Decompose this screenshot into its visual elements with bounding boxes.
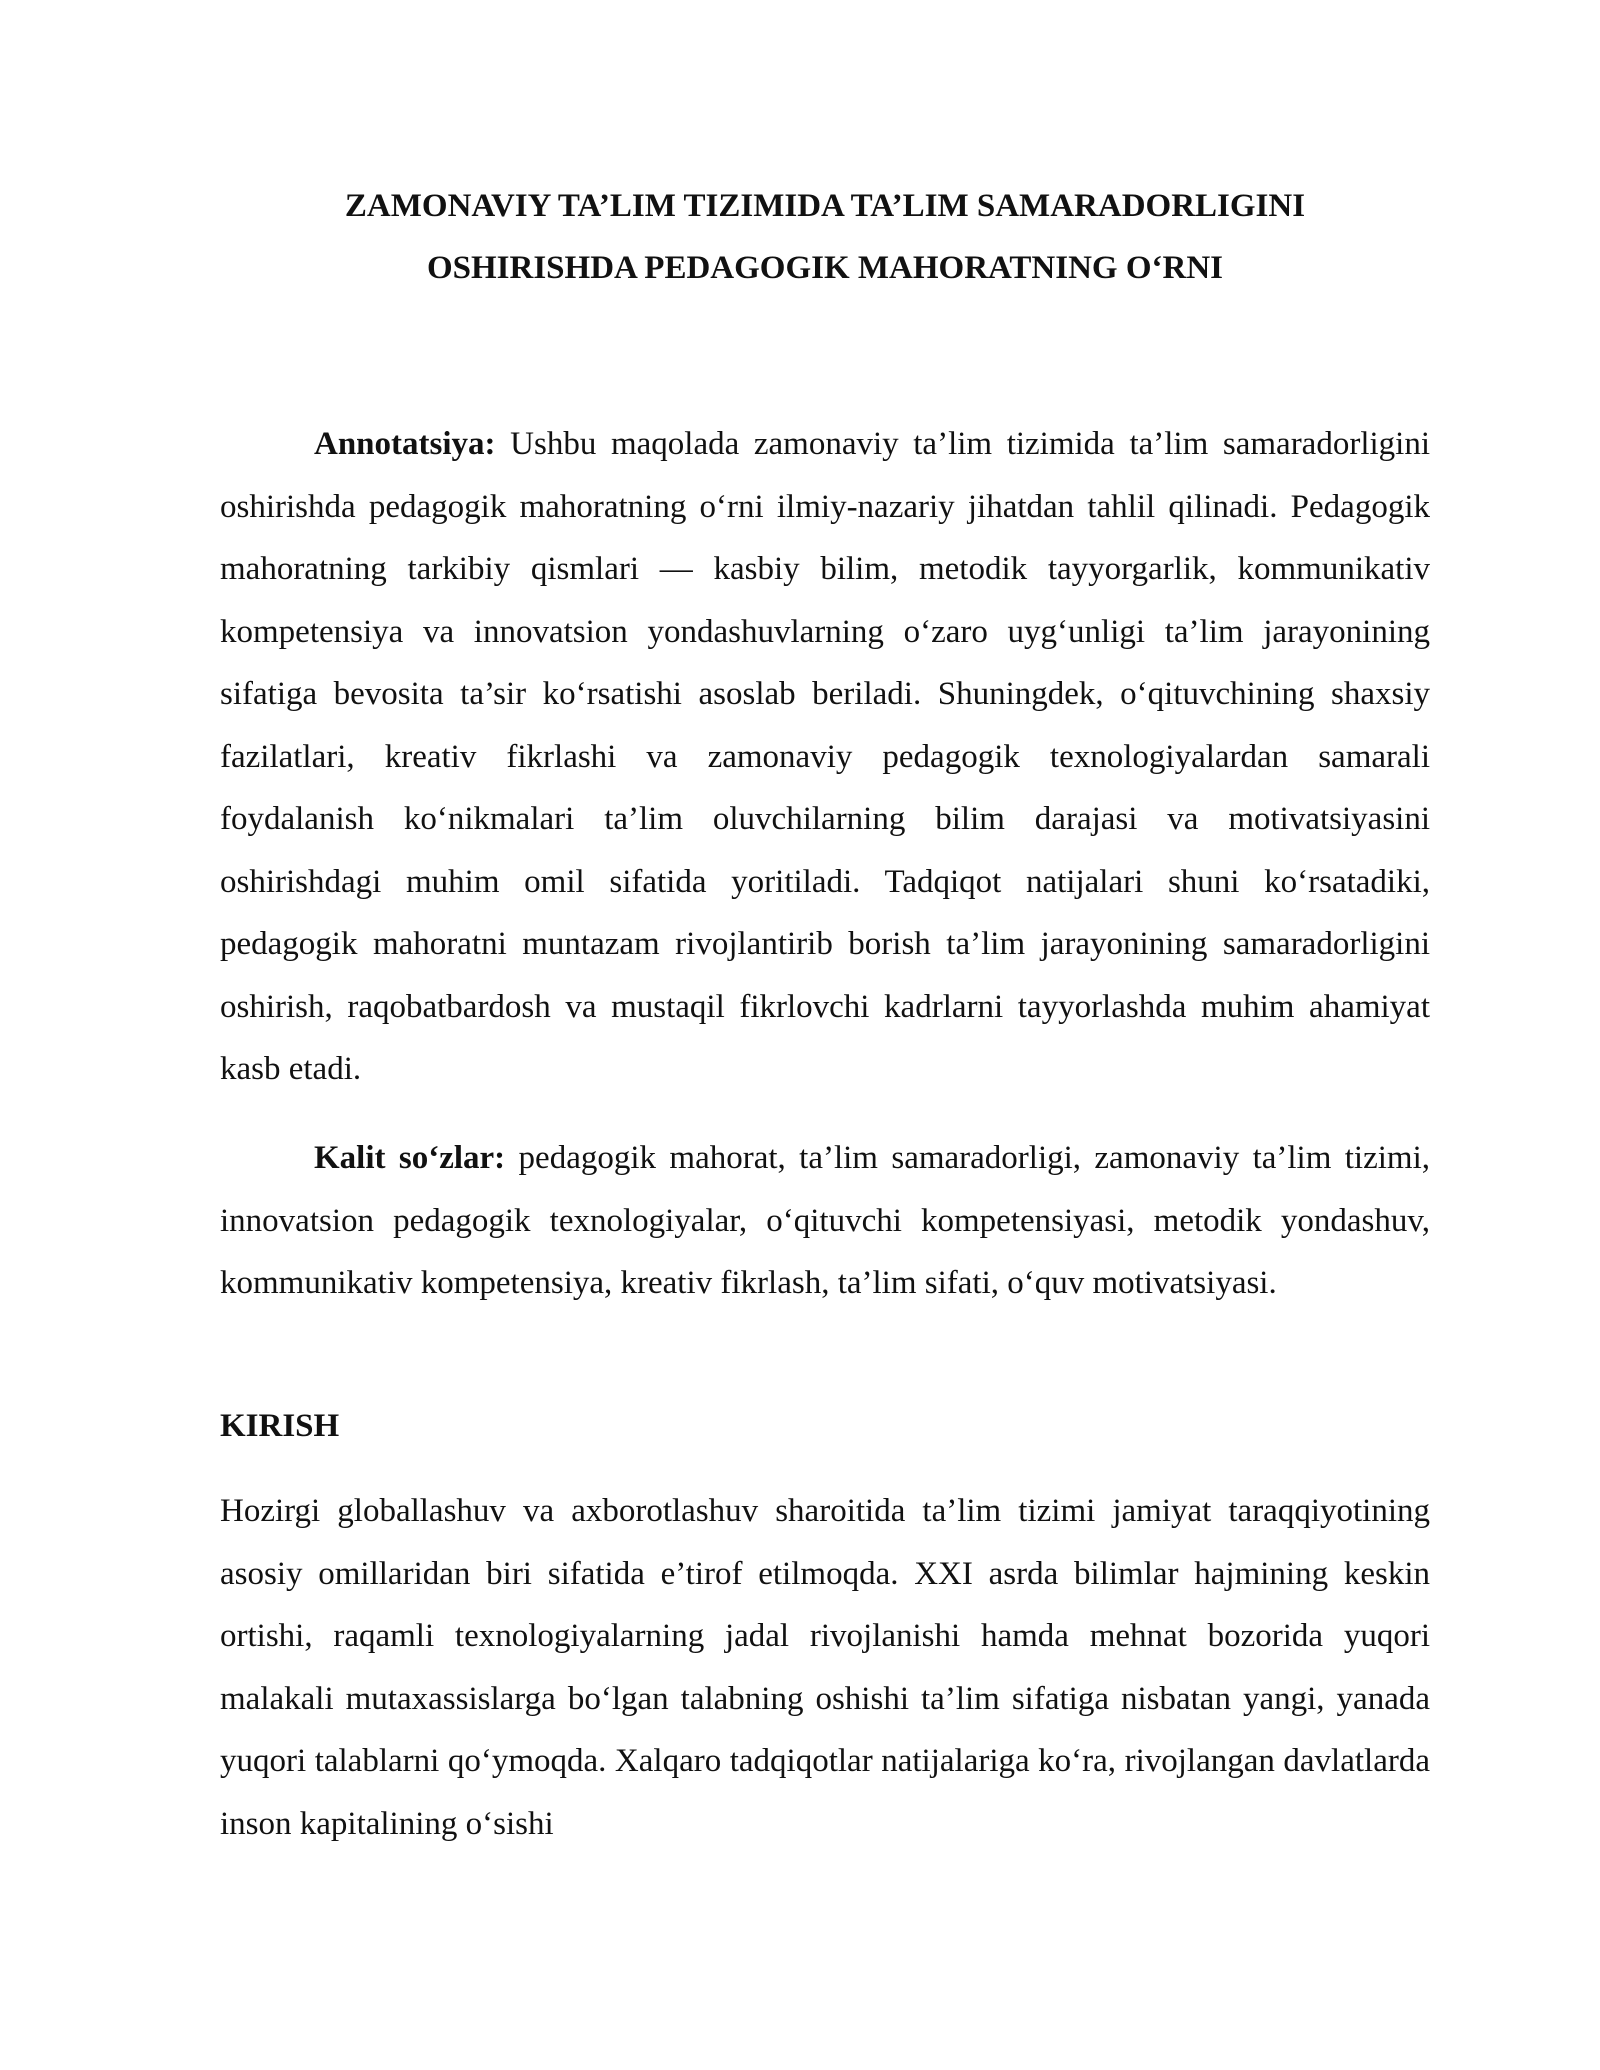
intro-paragraph: Hozirgi globallashuv va axborotlashuv sharoitida ta’lim tizimi jamiyat taraqqiyotining asosiy omillaridan biri sifatida e’tirof etilmoqda. XXI asrda bilimlar hajmining keskin ortishi, raqamli texnologiyalarning jadal rivojlanishi hamda mehnat bozorida yuqori malakali mutaxassislarga bo‘lgan talabning oshishi ta’lim sifatiga nisbatan yangi, yanada yuqori talablarni qo‘ymoqda. Xalqaro tadqiqotlar natijalariga ko‘ra, rivojlangan davlatlarda inson kapitalining o‘sishi [220, 1493, 1430, 1842]
page-title [220, 175, 1430, 299]
keywords-text: pedagogik mahorat, ta’lim samaradorligi, zamonaviy ta’lim tizimi, innovatsion pedagogik texnologiyalar, o‘qituvchi kompetensiyasi, metodik yondashuv, kommunikativ kompetensiya, kreativ fikrlash, ta’lim sifati, o‘quv motivatsiyasi. [220, 1140, 1431, 1301]
abstract-text: Ushbu maqolada zamonaviy ta’lim tizimida ta’lim samaradorligini oshirishda pedagogik mahoratning o‘rni ilmiy-nazariy jihatdan tahlil qilinadi. Pedagogik mahoratning tarkibiy qismlari — kasbiy bilim, metodik tayyorgarlik, kommunikativ kompetensiya va innovatsion yondashuvlarning o‘zaro uyg‘unligi ta’lim jarayonining sifatiga bevosita ta’sir ko‘rsatishi asoslab beriladi. Shuningdek, o‘qituvchining shaxsiy fazilatlari, kreativ fikrlashi va zamonaviy pedagogik texnologiyalardan samarali foydalanish ko‘nikmalari ta’lim oluvchilarning bilim darajasi va motivatsiyasini oshirishdagi muhim omil sifatida yoritiladi. Tadqiqot natijalari shuni ko‘rsatadiki, pedagogik mahoratni muntazam rivojlantirib borish ta’lim jarayonining samaradorligini oshirish, raqobatbardosh va mustaqil fikrlovchi kadrlarni tayyorlashda muhim ahamiyat kasb etadi. [220, 426, 1430, 1087]
keywords-paragraph [220, 1127, 1430, 1315]
abstract-label: Annotatsiya: [314, 426, 496, 462]
keywords-label: Kalit so‘zlar: [314, 1140, 506, 1176]
title-line-1: ZAMONAVIY TA’LIM TIZIMIDA TA’LIM SAMARADORLIGINI [344, 188, 1306, 224]
abstract-paragraph [220, 413, 1430, 1101]
title-line-2: OSHIRISHDA PEDAGOGIK MAHORATNING O‘RNI [426, 250, 1224, 286]
section-heading: KIRISH [220, 1408, 340, 1444]
